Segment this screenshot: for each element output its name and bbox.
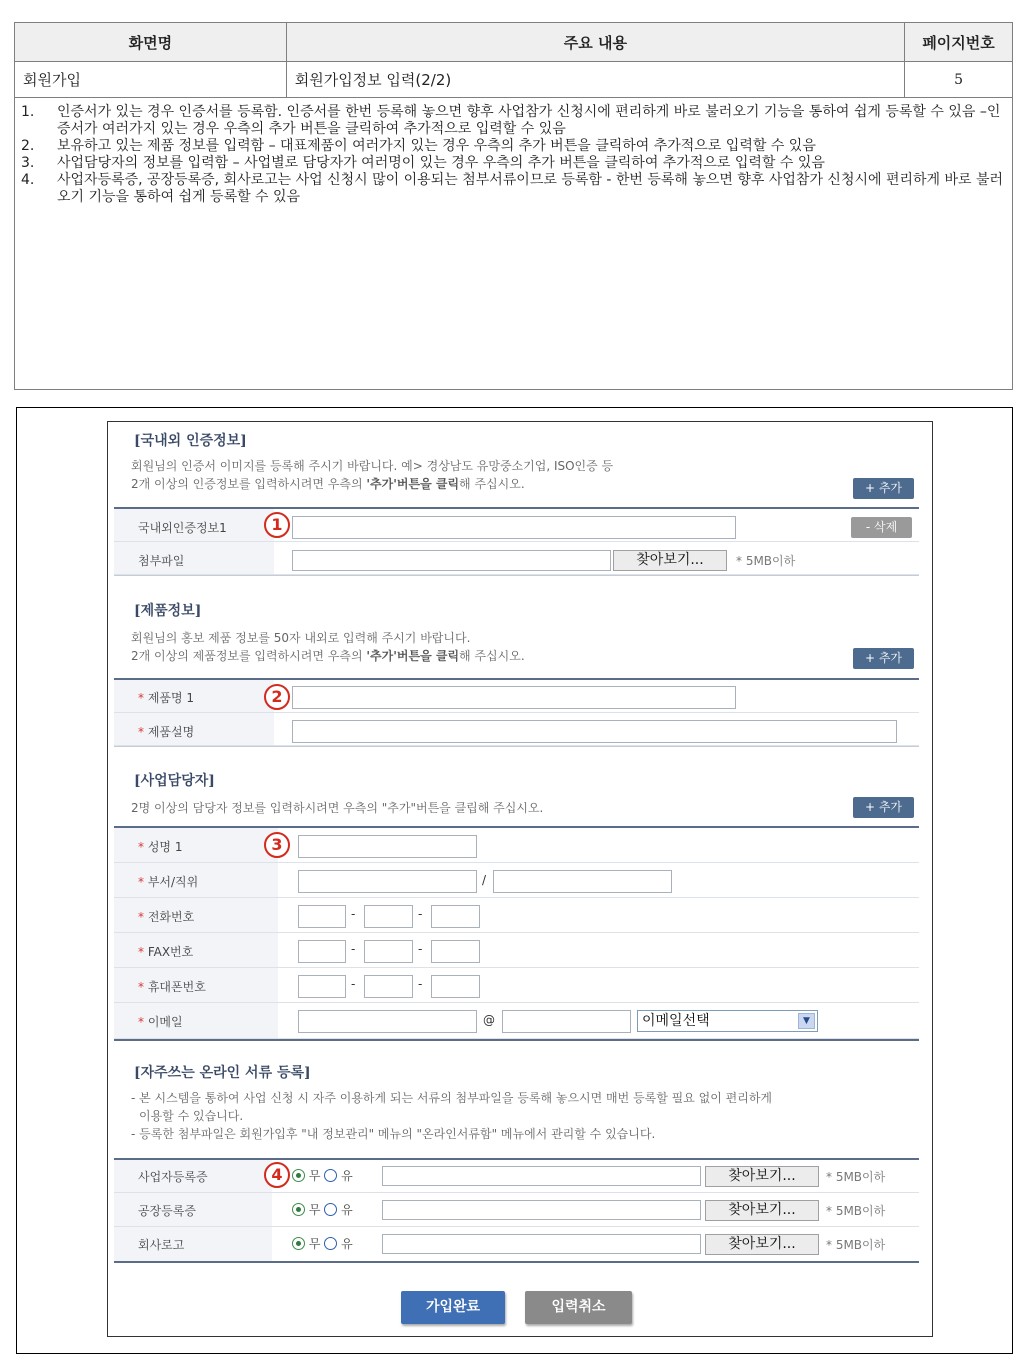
email-domain-input[interactable]: [502, 1010, 631, 1033]
product-name-input[interactable]: [292, 686, 736, 709]
description-item: [21, 155, 1006, 172]
fax-part2-input[interactable]: [364, 940, 413, 963]
product-desc-bold: '추가'버튼을 클릭: [366, 649, 460, 663]
mobile-dash1: -: [351, 977, 356, 991]
docs-table-bottom-line: [114, 1261, 919, 1263]
contact-fax-label: * FAX번호: [138, 945, 194, 959]
cert-attach-label: 첨부파일: [138, 554, 185, 568]
phone-dash1: -: [351, 907, 356, 921]
docs-section-title: [자주쓰는 온라인 서류 등록]: [134, 1065, 311, 1081]
header-screen-name: 화면명: [15, 23, 287, 62]
radio-yes-label: 유: [341, 1203, 353, 1217]
cert-size-note: * 5MB이하: [736, 554, 796, 568]
docs-desc-line1: - 본 시스템을 통하여 사업 신청 시 자주 이용하게 되는 서류의 첨부파일을 등록해 놓으시면 매번 등록할 필요 없이 편리하게: [131, 1091, 773, 1105]
docs-row-label: 공장등록증: [138, 1204, 196, 1218]
radio-no[interactable]: [292, 1237, 305, 1250]
radio-yes[interactable]: [324, 1203, 337, 1216]
docs-size-note: * 5MB이하: [826, 1238, 886, 1252]
fax-dash2: -: [418, 942, 423, 956]
product-section-desc: [131, 629, 525, 665]
product-name-label: * 제품명 1: [138, 691, 195, 705]
radio-no-label: 무: [308, 1237, 321, 1251]
radio-yes-label: 유: [341, 1169, 353, 1183]
header-page-number: 페이지번호: [905, 23, 1013, 62]
cert-delete-button[interactable]: - 삭제: [851, 517, 912, 538]
description-item: [21, 172, 1006, 206]
contact-add-button[interactable]: + 추가: [853, 797, 914, 818]
product-desc-input[interactable]: [292, 720, 897, 743]
main-content: 회원가입정보 입력(2/2): [286, 62, 904, 98]
docs-desc-line1b: 이용할 수 있습니다.: [139, 1109, 244, 1123]
description-num: 4.: [21, 172, 35, 188]
product-add-button[interactable]: + 추가: [853, 648, 914, 669]
docs-browse-button[interactable]: 찾아보기...: [705, 1166, 819, 1187]
cancel-button[interactable]: 입력취소: [525, 1291, 632, 1324]
marker-1: 1: [264, 512, 290, 538]
cert-section-desc: [131, 457, 613, 493]
mobile-part1-input[interactable]: [298, 975, 346, 998]
docs-desc-line2: - 등록한 첨부파일은 회원가입후 "내 정보관리" 메뉴의 "온라인서류함" 메뉴에서 관리할 수 있습니다.: [131, 1127, 656, 1141]
email-select-value: 이메일선택: [642, 1013, 710, 1029]
description-num: 3.: [21, 155, 35, 171]
cert-desc-pre: 2개 이상의 인증정보를 입력하시려면 우측의: [131, 477, 367, 491]
product-desc-pre: 2개 이상의 제품정보를 입력하시려면 우측의: [131, 649, 367, 663]
contact-mobile-row: [114, 968, 919, 1003]
description-item: [21, 104, 1006, 138]
marker-3: 3: [264, 832, 290, 858]
cert-table-bottom-line: [114, 575, 919, 576]
phone-part2-input[interactable]: [364, 905, 413, 928]
mobile-part3-input[interactable]: [431, 975, 480, 998]
contact-fax-row: [114, 933, 919, 968]
contact-name-input[interactable]: [298, 835, 477, 858]
description-text: 보유하고 있는 제품 정보를 입력함 – 대표제품이 여러가지 있는 경우 우측의 추가 버튼을 클릭하여 추가적으로 입력할 수 있음: [57, 138, 816, 154]
marker-4: 4: [264, 1162, 290, 1188]
product-desc-post: 해 주십시오.: [459, 649, 525, 663]
docs-row-radio-group: [292, 1201, 353, 1218]
radio-yes[interactable]: [324, 1237, 337, 1250]
phone-part1-input[interactable]: [298, 905, 346, 928]
chevron-down-icon[interactable]: ▼: [798, 1013, 815, 1029]
product-desc-line1: 회원님의 홍보 제품 정보를 50자 내외로 입력해 주시기 바랍니다.: [131, 631, 471, 645]
cert-desc-line2: [131, 475, 613, 493]
description-item: [21, 138, 1006, 155]
contact-dept-input[interactable]: [298, 870, 477, 893]
radio-no-label: 무: [308, 1203, 321, 1217]
contact-name-row: [114, 828, 919, 863]
docs-file-input[interactable]: [382, 1166, 701, 1186]
cert-desc-bold: '추가'버튼을 클릭: [366, 477, 460, 491]
cert-add-button[interactable]: + 추가: [853, 478, 914, 499]
cert-field-label: 국내외인증정보1: [138, 521, 227, 535]
docs-browse-button[interactable]: 찾아보기...: [705, 1200, 819, 1221]
contact-section-desc: 2명 이상의 담당자 정보를 입력하시려면 우측의 "추가"버튼을 클립해 주십시오.: [131, 801, 544, 815]
dept-slash: /: [482, 873, 487, 887]
header-main-content: 주요 내용: [286, 23, 904, 62]
email-domain-select[interactable]: [637, 1010, 818, 1032]
email-id-input[interactable]: [298, 1010, 477, 1033]
radio-yes-label: 유: [341, 1237, 353, 1251]
mobile-part2-input[interactable]: [364, 975, 413, 998]
docs-file-input[interactable]: [382, 1234, 701, 1254]
docs-size-note: * 5MB이하: [826, 1170, 886, 1184]
contact-section-title: [사업담당자]: [134, 773, 215, 789]
radio-no[interactable]: [292, 1169, 305, 1182]
description-num: 2.: [21, 138, 35, 154]
radio-no[interactable]: [292, 1203, 305, 1216]
contact-position-input[interactable]: [493, 870, 672, 893]
fax-part1-input[interactable]: [298, 940, 346, 963]
docs-row-label: 사업자등록증: [138, 1170, 208, 1184]
fax-dash1: -: [351, 942, 356, 956]
docs-row-radio-group: [292, 1235, 353, 1252]
spec-table: [14, 22, 1013, 390]
product-table-bottom-line: [114, 746, 919, 747]
page-number: 5: [905, 62, 1013, 98]
docs-section-desc: [131, 1089, 921, 1143]
phone-part3-input[interactable]: [431, 905, 480, 928]
docs-size-note: * 5MB이하: [826, 1204, 886, 1218]
description-list: [21, 104, 1006, 206]
product-section-title: [제품정보]: [134, 603, 202, 619]
cert-desc-post: 해 주십시오.: [459, 477, 525, 491]
cert-section-title: [국내외 인증정보]: [134, 433, 247, 449]
contact-phone-row: [114, 898, 919, 933]
mobile-dash2: -: [418, 977, 423, 991]
description-text: 사업담당자의 정보를 입력함 – 사업별로 담당자가 여러명이 있는 경우 우측의 추가 버튼을 클릭하여 추가적으로 입력할 수 있음: [57, 155, 825, 171]
description-text: 사업자등록증, 공장등록증, 회사로고는 사업 신청시 많이 이용되는 첨부서류이므로 등록함 - 한번 등록해 놓으면 향후 사업참가 신청시에 편리하게 바로 불러오기 기능을 통하여 쉽게 등록할 수 있음: [57, 172, 1004, 205]
cert-name-input[interactable]: [292, 516, 736, 539]
docs-row-label: 회사로고: [138, 1238, 185, 1252]
docs-browse-button[interactable]: 찾아보기...: [705, 1234, 819, 1255]
cert-desc-line1: 회원님의 인증서 이미지를 등록해 주시기 바랍니다. 예> 경상남도 유망중소기업, ISO인증 등: [131, 459, 614, 473]
cert-browse-button[interactable]: 찾아보기...: [613, 550, 727, 571]
cert-file-input[interactable]: [292, 550, 611, 571]
marker-2: 2: [264, 684, 290, 710]
radio-no-label: 무: [308, 1169, 321, 1183]
description-cell: [15, 98, 1013, 390]
description-text: 인증서가 있는 경우 인증서를 등록함. 인증서를 한번 등록해 놓으면 향후 사업참가 신청시에 편리하게 바로 불러오기 기능을 통하여 쉽게 등록할 수 있음 –인증서가 여러가지 있는 경우 우측의 추가 버튼을 클릭하여 추가적으로 입력할 수 있음: [57, 104, 1001, 137]
contact-email-label: * 이메일: [138, 1015, 183, 1029]
screen-name: 회원가입: [15, 62, 287, 98]
contact-dept-label: * 부서/직위: [138, 875, 199, 889]
submit-button[interactable]: 가입완료: [401, 1291, 505, 1324]
phone-dash2: -: [418, 907, 423, 921]
contact-name-label: * 성명 1: [138, 840, 183, 854]
description-num: 1.: [21, 104, 35, 120]
docs-file-input[interactable]: [382, 1200, 701, 1220]
email-at: @: [483, 1013, 495, 1027]
contact-table-bottom-line: [114, 1039, 919, 1041]
fax-part3-input[interactable]: [431, 940, 480, 963]
radio-yes[interactable]: [324, 1169, 337, 1182]
contact-phone-label: * 전화번호: [138, 910, 195, 924]
contact-mobile-label: * 휴대폰번호: [138, 980, 206, 994]
docs-row-radio-group: [292, 1167, 353, 1184]
product-desc-line2: [131, 647, 525, 665]
product-desc-label: * 제품설명: [138, 725, 195, 739]
